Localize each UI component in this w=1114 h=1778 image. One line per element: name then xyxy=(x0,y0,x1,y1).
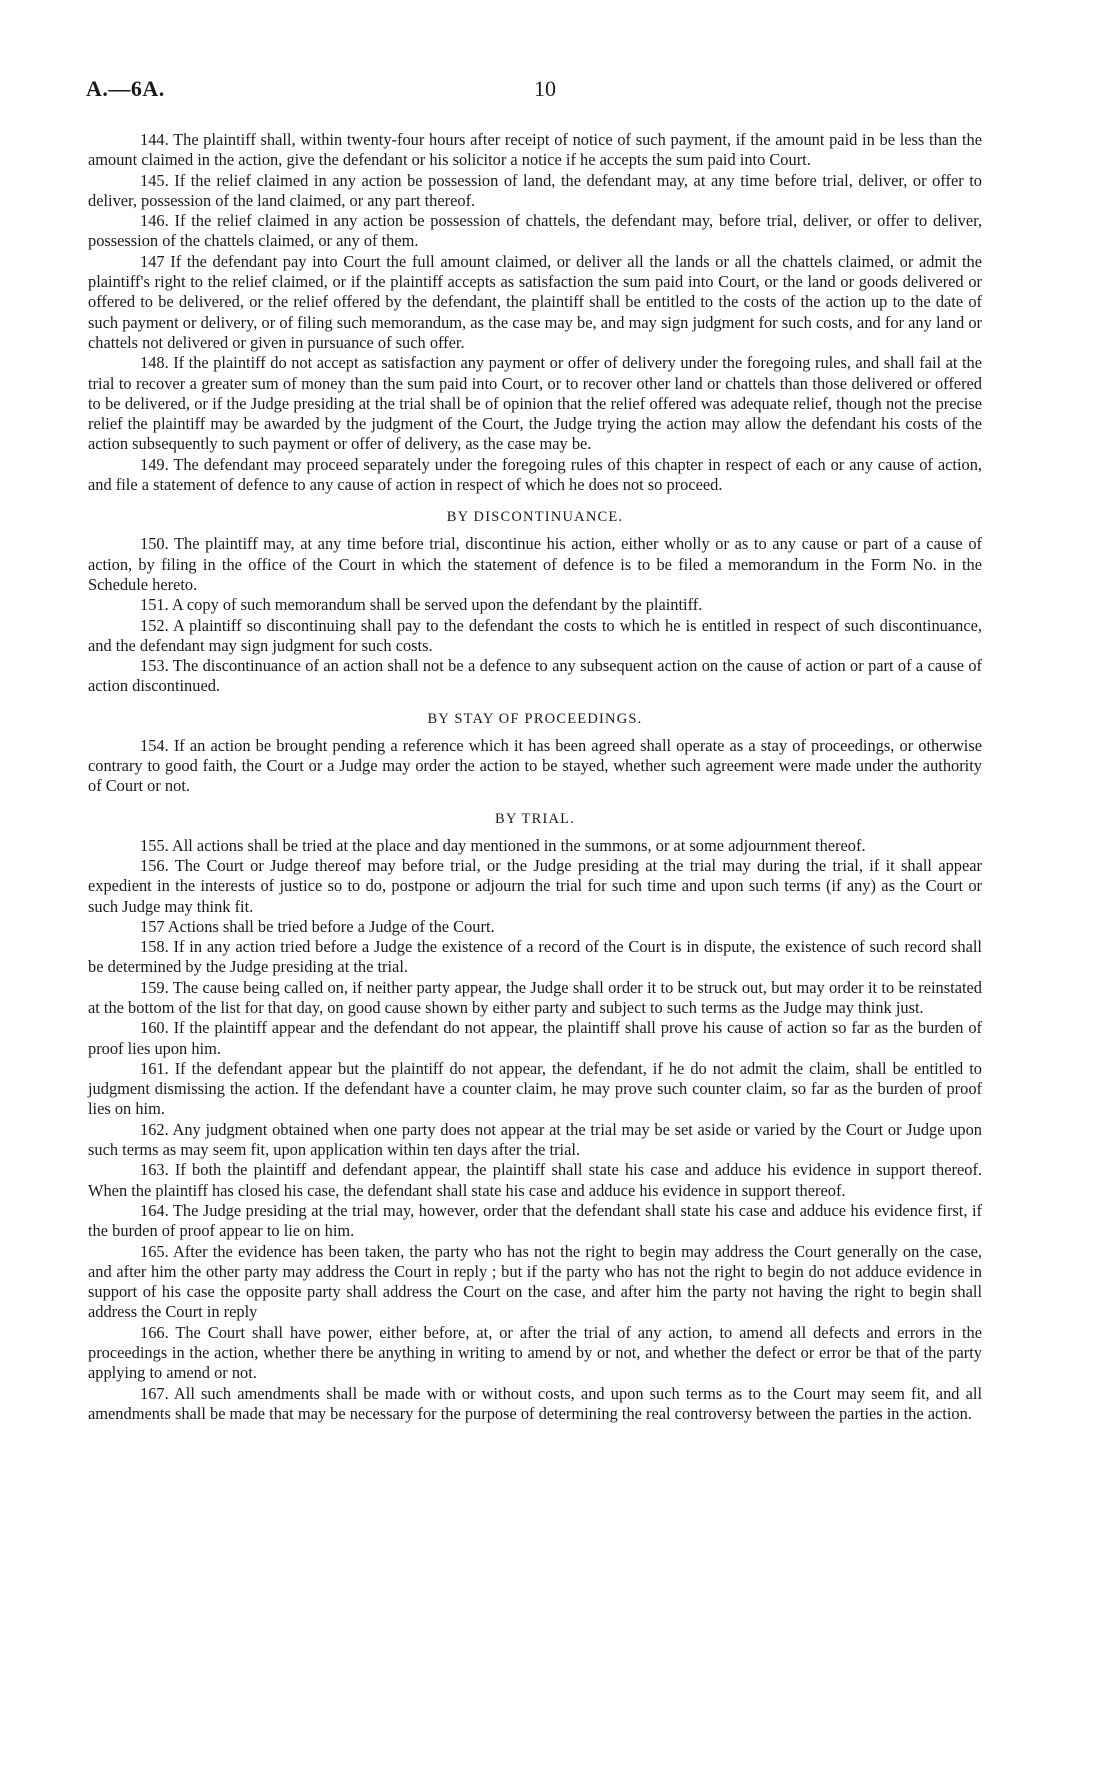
paragraph-152: 152. A plaintiff so discontinuing shall pay to the defendant the costs to which he is entitled in respect of such discontinuance, and the defendant may sign judgment for such costs. xyxy=(88,615,982,655)
paragraph-163: 163. If both the plaintiff and defendant appear, the plaintiff shall state his case and adduce his evidence in support thereof. When the plaintiff has closed his case, the defendant shall state his case and adduce his evidence in support thereof. xyxy=(88,1160,982,1200)
paragraph-164: 164. The Judge presiding at the trial may, however, order that the defendant shall state his case and adduce his evidence first, if the burden of proof appear to lie on him. xyxy=(88,1200,982,1241)
paragraph-147: 147 If the defendant pay into Court the full amount claimed, or deliver all the lands or all the chattels claimed, or admit the plaintiff's right to the relief claimed, or if the plaintiff accepts as satisfaction the sum paid into Court, or the land or goods delivered or offered to be delivered, or the relief offered by the defendant, the plaintiff shall be entitled to the costs of the action up to the date of such payment or delivery, or of filing such memorandum, as the case may be, and may sign judgment for such costs, and for any land or chattels not delivered or given in pursuance of such offer. xyxy=(88,251,982,352)
paragraph-165: 165. After the evidence has been taken, the party who has not the right to begin may address the Court generally on the case, and after him the other party may address the Court in reply ; but if the party who has not the right to begin do not adduce evidence in support of his case the opposite party shall address the Court on the case, and after him the party not having the right to begin shall address the Court in reply xyxy=(88,1241,982,1322)
paragraph-166: 166. The Court shall have power, either before, at, or after the trial of any action, to amend all defects and errors in the proceedings in the action, whether there be anything in writing to amend by or not, and whether the defect or error be that of the party applying to amend or not. xyxy=(88,1322,982,1383)
paragraph-158: 158. If in any action tried before a Judge the existence of a record of the Court is in dispute, the existence of such record shall be determined by the Judge presiding at the trial. xyxy=(88,937,982,977)
document-reference: A.—6A. xyxy=(86,76,165,101)
paragraph-161: 161. If the defendant appear but the plaintiff do not appear, the defendant, if he do not admit the claim, shall be entitled to judgment dismissing the action. If the defendant have a counter claim, he may prove such counter claim, so far as the burden of proof lies on him. xyxy=(88,1058,982,1119)
paragraph-144: 144. The plaintiff shall, within twenty-four hours after receipt of notice of such payment, if the amount paid in be less than the amount claimed in the action, give the defendant or his solicitor a notice if he accepts the sum paid into Court. xyxy=(88,130,982,170)
paragraph-153: 153. The discontinuance of an action shall not be a defence to any subsequent action on the cause of action or part of a cause of action discontinued. xyxy=(88,656,982,696)
paragraph-167: 167. All such amendments shall be made with or without costs, and upon such terms as to the Court may seem fit, and all amendments shall be made that may be necessary for the purpose of determining the real controversy between the parties in the action. xyxy=(88,1383,982,1423)
paragraph-155: 155. All actions shall be tried at the place and day mentioned in the summons, or at some adjournment thereof. xyxy=(140,835,866,855)
paragraph-148: 148. If the plaintiff do not accept as satisfaction any payment or offer of delivery under the foregoing rules, and shall fail at the trial to recover a greater sum of money than the sum paid into Court, or to recover other land or chattels than those delivered or offered to be delivered, or if the Judge presiding at the trial shall be of opinion that the relief offered was adequate relief, though not the precise relief the plaintiff may be awarded by the judgment of the Court, the Judge trying the action may allow the defendant his costs of the action subsequently to such payment or offer of delivery, as the case may be. xyxy=(88,353,982,454)
paragraph-162: 162. Any judgment obtained when one party does not appear at the trial may be set aside or varied by the Court or Judge upon such terms as may seem fit, upon application within ten days after the trial. xyxy=(88,1119,982,1160)
paragraph-154: 154. If an action be brought pending a reference which it has been agreed shall operate as a stay of proceedings, or otherwise contrary to good faith, the Court or a Judge may order the action to be stayed, whether such agreement were made under the authority of Court or not. xyxy=(88,735,982,796)
section-heading-stay-of-proceedings: BY STAY OF PROCEEDINGS. xyxy=(427,710,643,727)
paragraph-150: 150. The plaintiff may, at any time before trial, discontinue his action, either wholly or as to any cause or part of a cause of action, by filing in the office of the Court in which the statement of defence is to be filed a memorandum in the Form No. in the Schedule hereto. xyxy=(88,534,982,594)
paragraph-146: 146. If the relief claimed in any action be possession of chattels, the defendant may, before trial, deliver, or offer to deliver, possession of the chattels claimed, or any of them. xyxy=(88,211,982,251)
section-heading-trial: BY TRIAL. xyxy=(494,810,576,827)
document-body xyxy=(88,130,982,1424)
paragraph-151: 151. A copy of such memorandum shall be served upon the defendant by the plaintiff. xyxy=(140,595,703,615)
paragraph-160: 160. If the plaintiff appear and the defendant do not appear, the plaintiff shall prove his cause of action so far as the burden of proof lies upon him. xyxy=(88,1018,982,1058)
paragraph-145: 145. If the relief claimed in any action be possession of land, the defendant may, at any time before trial, deliver, or offer to deliver, possession of the land claimed, or any part thereof. xyxy=(88,170,982,210)
paragraph-156: 156. The Court or Judge thereof may before trial, or the Judge presiding at the trial may during the trial, if it shall appear expedient in the interests of justice so to do, postpone or adjourn the trial for such time and upon such terms (if any) as the Court or such Judge may think fit. xyxy=(88,855,982,916)
paragraph-149: 149. The defendant may proceed separately under the foregoing rules of this chapter in respect of each or any cause of action, and file a statement of defence to any cause of action in respect of which he does not so proceed. xyxy=(88,454,982,495)
paragraph-157: 157 Actions shall be tried before a Judge of the Court. xyxy=(140,916,495,936)
page-number: 10 xyxy=(534,76,556,101)
page-header xyxy=(86,76,986,106)
section-heading-discontinuance: BY DISCONTINUANCE. xyxy=(446,509,624,526)
paragraph-159: 159. The cause being called on, if neither party appear, the Judge shall order it to be struck out, but may order it to be reinstated at the bottom of the list for that day, on good cause shown by either party and subject to such terms as the Judge may think just. xyxy=(88,977,982,1017)
